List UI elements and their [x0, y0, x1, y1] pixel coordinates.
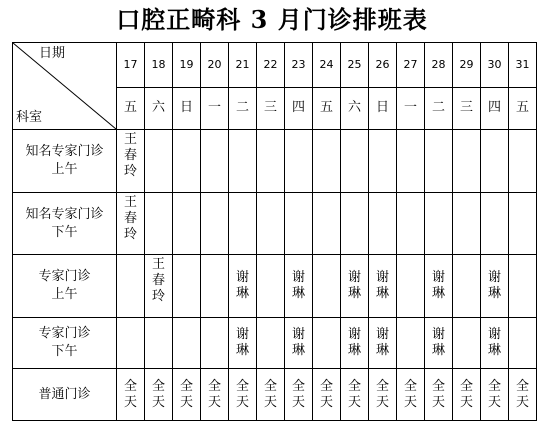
weekday-cell: 五 [509, 87, 537, 130]
doctor-name: 谢琳 [431, 270, 445, 301]
doctor-name: 全天 [459, 378, 473, 410]
schedule-cell [117, 193, 145, 255]
dept-label-cell [13, 369, 117, 421]
date-cell: 24 [313, 43, 341, 88]
schedule-cell [117, 369, 145, 421]
dept-label-line: 上午 [51, 162, 78, 177]
schedule-cell [453, 193, 481, 255]
schedule-cell [257, 130, 285, 193]
dept-label-line: 下午 [51, 344, 78, 359]
schedule-cell [509, 369, 537, 421]
schedule-cell [425, 369, 453, 421]
doctor-name: 王春玲 [123, 195, 137, 242]
schedule-cell [369, 369, 397, 421]
dept-label-cell [13, 318, 117, 369]
doctor-name: 全天 [151, 378, 165, 410]
schedule-cell [145, 318, 173, 369]
schedule-cell [481, 318, 509, 369]
schedule-cell [117, 255, 145, 318]
schedule-cell [145, 130, 173, 193]
schedule-cell [229, 318, 257, 369]
schedule-cell [481, 369, 509, 421]
schedule-cell [341, 193, 369, 255]
doctor-name: 谢琳 [347, 327, 361, 358]
schedule-cell [229, 193, 257, 255]
schedule-cell [173, 255, 201, 318]
weekday-cell: 二 [425, 87, 453, 130]
schedule-cell [369, 193, 397, 255]
weekday-cell: 二 [229, 87, 257, 130]
schedule-cell [285, 193, 313, 255]
schedule-cell [509, 130, 537, 193]
schedule-cell [313, 369, 341, 421]
doctor-name: 全天 [403, 378, 417, 410]
schedule-cell [229, 130, 257, 193]
schedule-cell [397, 255, 425, 318]
schedule-cell [341, 318, 369, 369]
dept-header-label: 科室 [16, 110, 43, 125]
date-cell: 25 [341, 43, 369, 88]
doctor-name: 谢琳 [291, 270, 305, 301]
doctor-name: 谢琳 [347, 270, 361, 301]
doctor-name: 全天 [431, 378, 445, 410]
doctor-name: 谢琳 [375, 270, 389, 301]
date-header-label: 日期 [39, 46, 66, 61]
schedule-cell [369, 255, 397, 318]
weekday-cell: 三 [453, 87, 481, 130]
schedule-row [13, 193, 537, 255]
schedule-cell [257, 369, 285, 421]
schedule-cell [453, 130, 481, 193]
doctor-name: 谢琳 [291, 327, 305, 358]
doctor-name: 全天 [235, 378, 249, 410]
schedule-cell [145, 255, 173, 318]
schedule-cell [453, 318, 481, 369]
schedule-cell [285, 318, 313, 369]
schedule-cell [257, 318, 285, 369]
schedule-cell [341, 255, 369, 318]
dept-label-line: 普通门诊 [38, 386, 91, 402]
schedule-cell [425, 130, 453, 193]
doctor-name: 全天 [515, 378, 529, 410]
date-cell: 19 [173, 43, 201, 88]
doctor-name: 全天 [487, 378, 501, 410]
schedule-cell [481, 255, 509, 318]
schedule-cell [397, 193, 425, 255]
schedule-cell [425, 318, 453, 369]
weekday-cell: 日 [369, 87, 397, 130]
date-cell: 28 [425, 43, 453, 88]
doctor-name: 谢琳 [487, 327, 501, 358]
date-cell: 29 [453, 43, 481, 88]
doctor-name: 全天 [291, 378, 305, 410]
schedule-cell [341, 369, 369, 421]
weekday-cell: 五 [313, 87, 341, 130]
weekday-cell: 四 [285, 87, 313, 130]
schedule-cell [341, 130, 369, 193]
schedule-cell [509, 318, 537, 369]
schedule-cell [117, 318, 145, 369]
header-diagonal-cell [13, 43, 117, 130]
date-cell: 31 [509, 43, 537, 88]
date-cell: 20 [201, 43, 229, 88]
date-cell: 27 [397, 43, 425, 88]
weekday-cell: 六 [145, 87, 173, 130]
doctor-name: 王春玲 [123, 132, 137, 179]
doctor-name: 全天 [263, 378, 277, 410]
date-row [13, 43, 537, 88]
dept-label-cell [13, 193, 117, 255]
schedule-row [13, 130, 537, 193]
schedule-cell [369, 318, 397, 369]
schedule-cell [173, 318, 201, 369]
schedule-cell [285, 369, 313, 421]
schedule-cell [145, 193, 173, 255]
schedule-cell [397, 369, 425, 421]
schedule-cell [229, 255, 257, 318]
schedule-table [12, 42, 537, 421]
schedule-cell [481, 130, 509, 193]
schedule-cell [173, 193, 201, 255]
schedule-cell [425, 255, 453, 318]
weekday-cell: 三 [257, 87, 285, 130]
weekday-cell: 日 [173, 87, 201, 130]
doctor-name: 谢琳 [235, 270, 249, 301]
schedule-cell [509, 255, 537, 318]
schedule-cell [397, 318, 425, 369]
dept-label-cell [13, 130, 117, 193]
schedule-cell [453, 369, 481, 421]
schedule-cell [173, 130, 201, 193]
schedule-cell [201, 255, 229, 318]
schedule-cell [257, 193, 285, 255]
schedule-cell [313, 193, 341, 255]
dept-label-line: 专家门诊 [38, 269, 91, 284]
schedule-cell [117, 130, 145, 193]
dept-label-line: 下午 [51, 224, 78, 240]
doctor-name: 全天 [375, 378, 389, 410]
doctor-name: 全天 [207, 378, 221, 410]
schedule-cell [313, 318, 341, 369]
doctor-name: 谢琳 [235, 327, 249, 358]
doctor-name: 全天 [347, 378, 361, 410]
page-title: 口腔正畸科 3 月门诊排班表 [116, 5, 428, 34]
schedule-cell [257, 255, 285, 318]
schedule-cell [369, 130, 397, 193]
doctor-name: 谢琳 [431, 327, 445, 358]
schedule-cell [509, 193, 537, 255]
schedule-cell [425, 193, 453, 255]
date-cell: 30 [481, 43, 509, 88]
weekday-cell: 四 [481, 87, 509, 130]
schedule-cell [145, 369, 173, 421]
schedule-cell [173, 369, 201, 421]
doctor-name: 全天 [319, 378, 333, 410]
schedule-cell [201, 193, 229, 255]
weekday-cell: 一 [201, 87, 229, 130]
schedule-row [13, 369, 537, 421]
schedule-cell [313, 255, 341, 318]
weekday-cell: 一 [397, 87, 425, 130]
date-cell: 26 [369, 43, 397, 88]
date-cell: 17 [117, 43, 145, 88]
dept-label-cell [13, 255, 117, 318]
schedule-cell [453, 255, 481, 318]
doctor-name: 全天 [123, 378, 137, 410]
schedule-cell [285, 255, 313, 318]
schedule-cell [397, 130, 425, 193]
date-cell: 18 [145, 43, 173, 88]
doctor-name: 谢琳 [375, 327, 389, 358]
dept-label-line: 知名专家门诊 [25, 206, 104, 222]
weekday-cell: 六 [341, 87, 369, 130]
schedule-row [13, 255, 537, 318]
schedule-cell [481, 193, 509, 255]
dept-label-line: 上午 [51, 287, 78, 302]
date-cell: 21 [229, 43, 257, 88]
schedule-cell [201, 369, 229, 421]
doctor-name: 王春玲 [151, 257, 165, 304]
schedule-cell [313, 130, 341, 193]
weekday-cell: 五 [117, 87, 145, 130]
dept-label-line: 专家门诊 [38, 326, 91, 341]
date-cell: 22 [257, 43, 285, 88]
schedule-cell [285, 130, 313, 193]
schedule-cell [229, 369, 257, 421]
doctor-name: 谢琳 [487, 270, 501, 301]
schedule-cell [201, 318, 229, 369]
schedule-row [13, 318, 537, 369]
schedule-cell [201, 130, 229, 193]
doctor-name: 全天 [179, 378, 193, 410]
date-cell: 23 [285, 43, 313, 88]
dept-label-line: 知名专家门诊 [25, 144, 104, 159]
